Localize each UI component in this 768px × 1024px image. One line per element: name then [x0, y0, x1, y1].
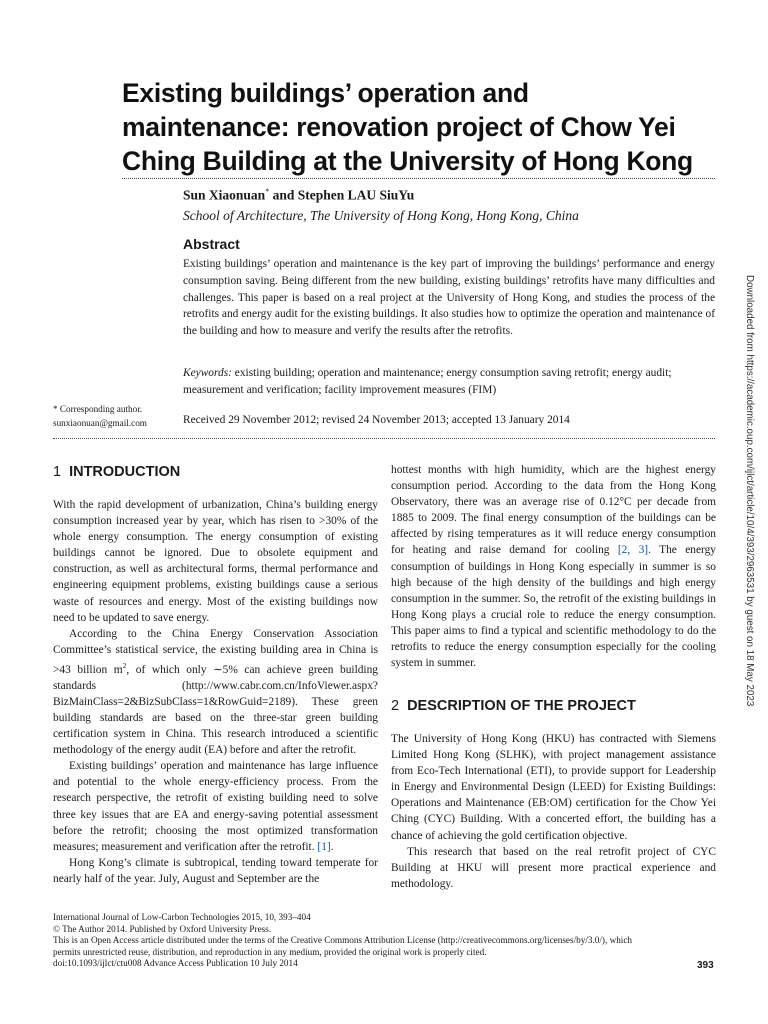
license-line-2: permits unrestricted reuse, distribution, and reproduction in any medium, provided the original work is properly cited.	[53, 946, 487, 957]
paper-title	[122, 76, 722, 178]
keywords	[183, 365, 715, 399]
abstract-heading: Abstract	[183, 236, 240, 252]
intro-paragraph-3	[53, 758, 378, 855]
section-2-title: DESCRIPTION OF THE PROJECT	[407, 698, 636, 714]
doi-line: doi:10.1093/ijlct/ctu008 Advance Access Publication 10 July 2014	[53, 958, 298, 969]
intro-p3-text-a: Existing buildings’ operation and maintenance has large influence and potential to the whole energy-efficiency process. From the research perspective, the retrofit of existing building need to solve three key issues that are EA and energy-saving potential assessment before the retrofit; choosing the most optimized transformation measures; measurement and verification after the retrofit.	[53, 760, 378, 853]
page-footer	[53, 912, 713, 970]
title-line-1: Existing buildings’ operation and	[122, 78, 529, 108]
abstract-divider	[53, 438, 715, 439]
intro-paragraph-5	[391, 462, 716, 671]
section-1-heading	[53, 464, 180, 480]
intro-paragraph-2	[53, 626, 378, 759]
reference-link-2-3[interactable]: [2, 3]	[617, 544, 649, 557]
intro-paragraph-4: Hong Kong’s climate is subtropical, tending toward temperate for nearly half of the year. July, August and September are the	[53, 856, 378, 885]
license-line-1: This is an Open Access article distributed under the terms of the Creative Commons Attribution License (http://creativecommons.org/licenses/by/3.0/), which	[53, 935, 633, 946]
affiliation: School of Architecture, The University of Hong Kong, Hong Kong, China	[183, 208, 579, 223]
project-paragraph-2: This research that based on the real retrofit project of CYC Building at HKU will present more practical experience and methodology.	[391, 845, 716, 890]
copyright-line: © The Author 2014. Published by Oxford University Press.	[53, 923, 272, 934]
page-number: 393	[697, 960, 714, 971]
section-2-number: 2	[391, 698, 400, 714]
corresponding-author-note	[53, 402, 147, 430]
section-1-number: 1	[53, 464, 62, 480]
title-divider	[122, 178, 715, 179]
corresponding-author-email[interactable]: sunxiaonuan@gmail.com	[53, 418, 147, 428]
section-2-heading	[391, 698, 636, 714]
project-paragraph-1: The University of Hong Kong (HKU) has contracted with Siemens Limited Hong Kong (SLHK), with project management assistance from Eco-Tech International (ETI), to provide support for Leadership in Energy and Environmental Design (LEED) for Existing Buildings: Operations and Maintenance (EB:OM) certification for the Chow Yei Ching (CYC) Building. With a concerted effort, the building has a chance of achieving the gold certification objective.	[391, 733, 716, 842]
received-dates: Received 29 November 2012; revised 24 November 2013; accepted 13 January 2014	[183, 414, 570, 426]
author-2: Stephen LAU SiuYu	[297, 187, 415, 203]
reference-link-1[interactable]: [1]	[317, 840, 331, 853]
intro-p2-text-a: According to the China Energy Conservation Association Committee’s statistical service, the existing building area in China is >43 billion m	[53, 627, 378, 676]
left-column	[53, 497, 378, 887]
right-column-bottom	[391, 731, 716, 892]
intro-p5-text-b: . The energy consumption of buildings in Hong Kong especially in summer is so high because of the high density of the buildings and high energy consumption in the summer. So, the retrofit of the existing buildings in Hong Kong plays a crucial role to reduce the energy consumption. This paper aims to find a typical and scientific methodology to do the retrofits to reduce the energy consumption especially for the cooling system in summer.	[391, 544, 716, 670]
corresponding-author-label: * Corresponding author.	[53, 404, 143, 414]
author-line	[183, 187, 414, 204]
download-side-note: Downloaded from https://academic.oup.com/ijlct/article/10/4/393/2963531 by guest on 18 May 2023	[744, 275, 755, 707]
intro-p3-text-b: .	[330, 840, 334, 853]
section-1-title: INTRODUCTION	[69, 464, 181, 480]
author-1: Sun Xiaonuan	[183, 187, 266, 203]
keywords-label: Keywords:	[183, 367, 232, 379]
title-line-3: Ching Building at the University of Hong Kong	[122, 146, 693, 176]
intro-p2-superscript: 2	[122, 660, 127, 670]
journal-citation: International Journal of Low-Carbon Technologies 2015, 10, 393–404	[53, 912, 311, 922]
intro-paragraph-1: With the rapid development of urbanization, China’s building energy consumption increased year by year, which has risen to >30% of the whole energy consumption. The energy consumption of existing buildings cannot be ignored. Due to obsolete equipment and construction, as well as architectural forms, thermal performance and engineering equipment problems, existing buildings cause a serious waste of resources and energy. Most of the existing buildings now need to be updated to save energy.	[53, 499, 378, 624]
abstract-text: Existing buildings’ operation and maintenance is the key part of improving the buildings’ performance and energy consumption saving. Being different from the new building, existing buildings’ retrofits have many difficulties and challenges. This paper is based on a real project at the University of Hong Kong, and studies the process of the retrofits and energy audit for the existing buildings. It also studies how to optimize the operation and maintenance of the building and how to measure and verify the results after the retrofits.	[183, 258, 715, 338]
keywords-text: existing building; operation and maintenance; energy consumption saving retrofit; energy audit; measurement and verification; facility improvement measures (FIM)	[183, 367, 672, 396]
corresponding-mark: *	[265, 187, 270, 196]
intro-p2-text-b: , of which only ∼5% can achieve green building standards (http://www.cabr.com.cn/InfoViewer.aspx?BizMainClass=2&BizSubClass=1&RowGuid=2189). These green building standards are based on the three-star green building certification system in China. This research introduced a scientific methodology of the energy audit (EA) before and after the retrofit.	[53, 663, 378, 757]
title-line-2: maintenance: renovation project of Chow Yei	[122, 112, 676, 142]
right-column-top	[391, 462, 716, 671]
intro-p5-text-a: hottest months with high humidity, which are the highest energy consumption period. According to the data from the Hong Kong Observatory, there was an average rise of 0.12°C per decade from 1885 to 2009. The final energy consumption of the buildings can be affected by rising temperatures as it will reduce energy consumption for heating and raise demand for cooling	[391, 464, 716, 557]
author-conjunction: and	[269, 187, 298, 203]
